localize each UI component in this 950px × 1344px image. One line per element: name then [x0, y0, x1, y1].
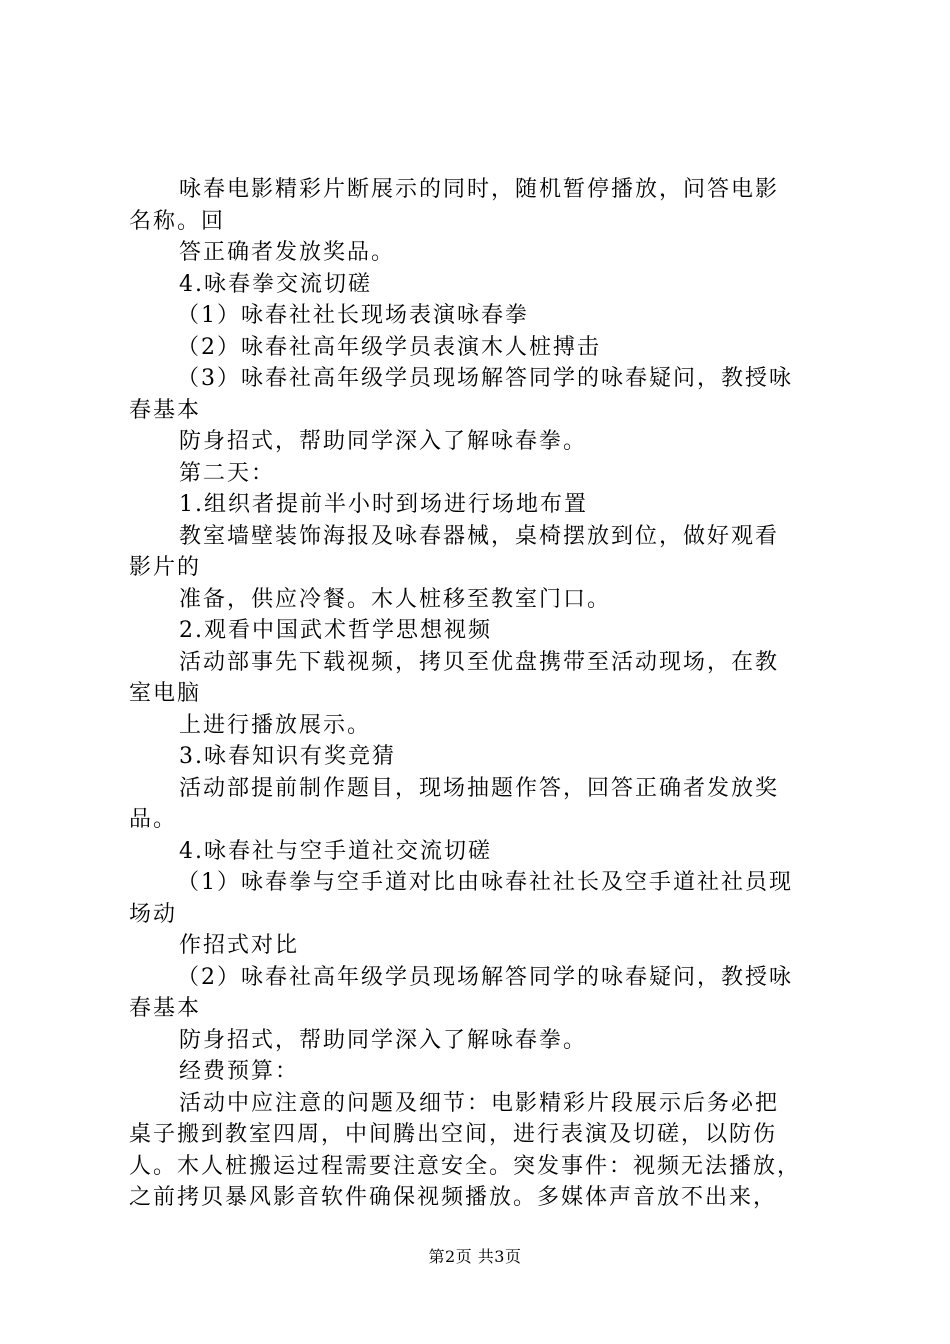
- text-line: （2）咏春社高年级学员表演木人桩搏击: [177, 334, 601, 360]
- text-line: 场动: [129, 901, 178, 927]
- text-line: 春基本: [129, 397, 202, 423]
- text-line: 防身招式，帮助同学深入了解咏春拳。: [179, 429, 588, 454]
- text-line: 活动中应注意的问题及细节：电影精彩片段展示后务必把: [179, 1090, 780, 1116]
- text-line: 品。: [129, 807, 178, 832]
- text-line: 第二天：: [179, 460, 276, 486]
- text-line: 室电脑: [129, 681, 202, 706]
- text-line: 上进行播放展示。: [179, 712, 372, 738]
- text-line: 防身招式，帮助同学深入了解咏春拳。: [179, 1027, 588, 1053]
- text-line: （2）咏春社高年级学员现场解答同学的咏春疑问，教授咏: [177, 964, 793, 990]
- text-line: 答正确者发放奖品。: [179, 240, 396, 265]
- text-line: （3）咏春社高年级学员现场解答同学的咏春疑问，教授咏: [177, 366, 793, 391]
- text-line: 活动部事先下载视频，拷贝至优盘携带至活动现场，在教: [179, 649, 780, 675]
- text-line: 经费预算：: [179, 1059, 300, 1084]
- text-line: 名称。回: [129, 208, 226, 234]
- text-line: 人。木人桩搬运过程需要注意安全。突发事件：视频无法播放，: [129, 1153, 802, 1179]
- text-line: 作招式对比: [179, 933, 300, 958]
- text-line: 教室墙壁装饰海报及咏春器械，桌椅摆放到位，做好观看: [179, 523, 780, 549]
- text-line: 活动部提前制作题目，现场抽题作答，回答正确者发放奖: [179, 775, 780, 801]
- text-line: 3.咏春知识有奖竞猜: [179, 744, 396, 769]
- text-line: 影片的: [129, 555, 202, 580]
- text-line: 之前拷贝暴风影音软件确保视频播放。多媒体声音放不出来，: [129, 1185, 778, 1210]
- text-line: （1）咏春社社长现场表演咏春拳: [177, 303, 529, 328]
- text-line: 4.咏春社与空手道社交流切磋: [179, 838, 492, 864]
- page-footer: 第2页 共3页: [428, 1247, 522, 1266]
- text-line: （1）咏春拳与空手道对比由咏春社社长及空手道社社员现: [177, 870, 793, 895]
- text-line: 1.组织者提前半小时到场进行场地布置: [179, 492, 588, 517]
- text-line: 春基本: [129, 996, 202, 1021]
- text-line: 桌子搬到教室四周，中间腾出空间，进行表演及切磋，以防伤: [129, 1122, 778, 1147]
- text-line: 咏春电影精彩片断展示的同时，随机暂停播放，问答电影: [179, 177, 780, 202]
- text-line: 4.咏春拳交流切磋: [179, 271, 372, 297]
- body-text: [129, 174, 829, 1214]
- text-line: 准备，供应冷餐。木人桩移至教室门口。: [179, 586, 612, 612]
- text-line: 2.观看中国武术哲学思想视频: [179, 618, 492, 643]
